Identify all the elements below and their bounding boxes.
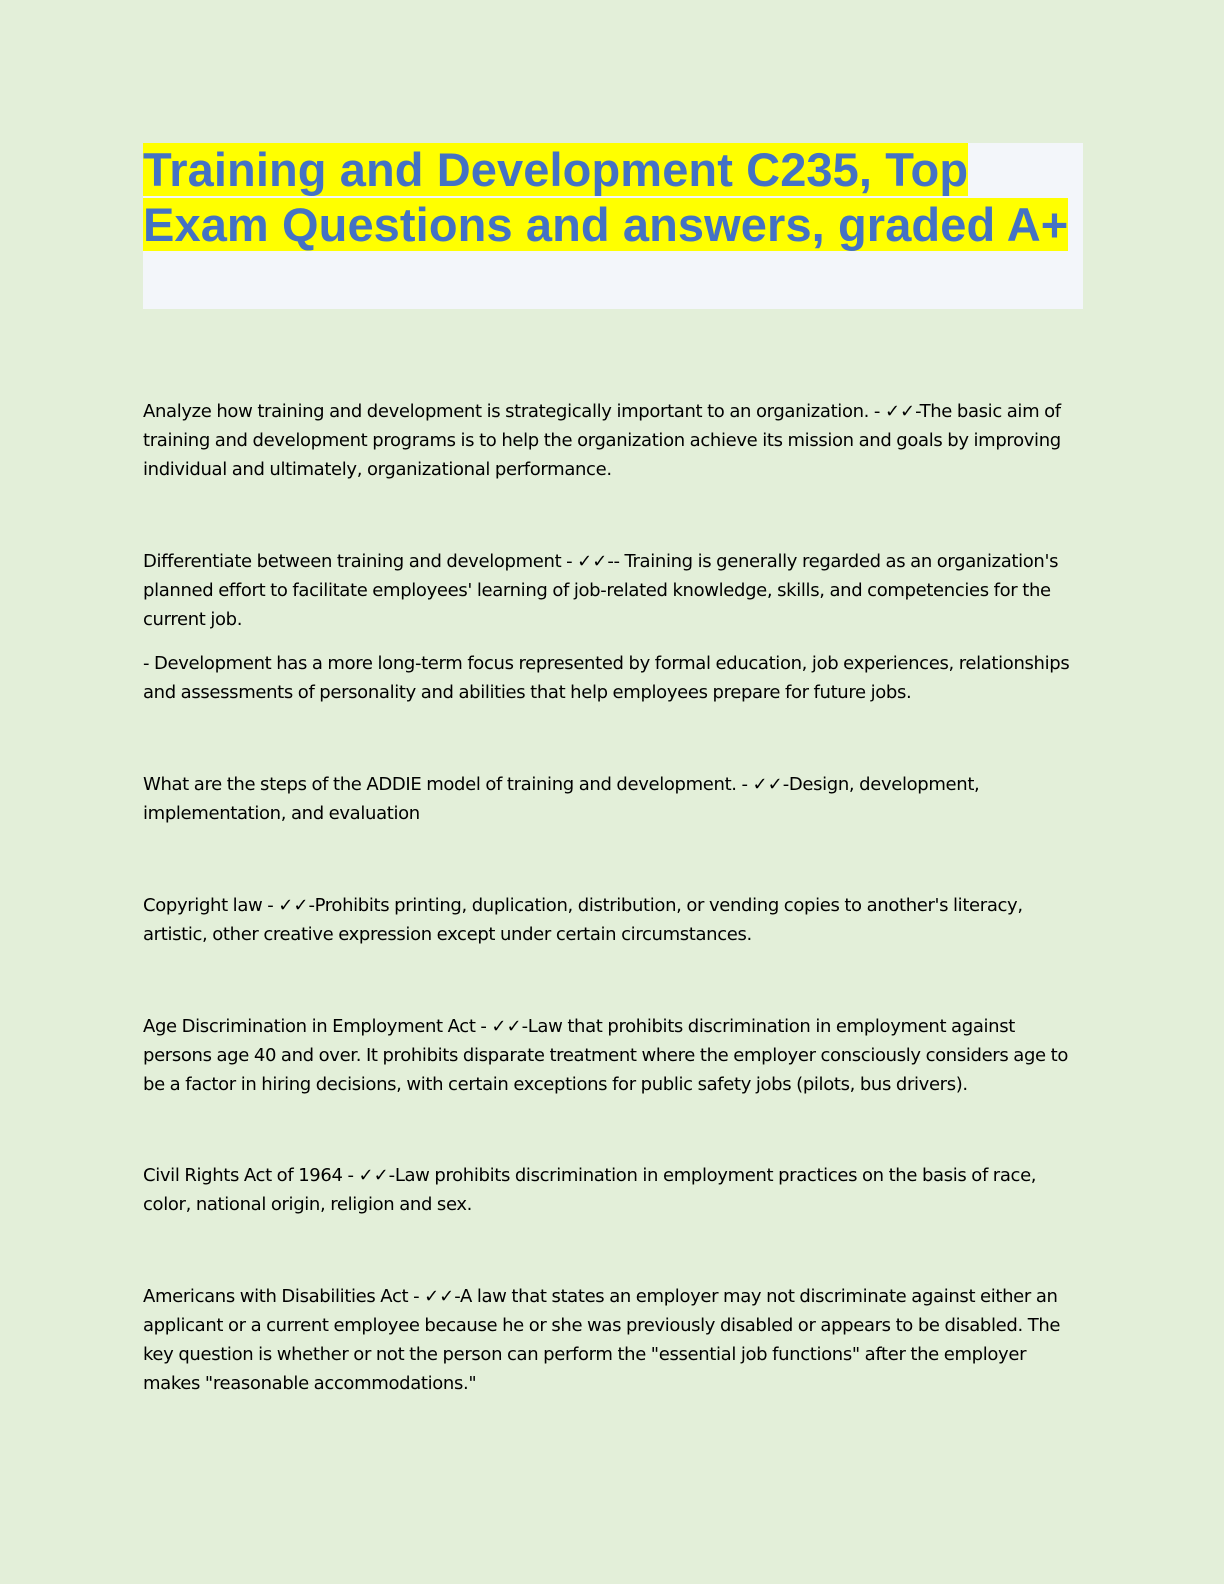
qa-item-copyright-law <box>143 891 1088 949</box>
qa-item-training-vs-development <box>143 547 1088 634</box>
title-box <box>143 143 1083 309</box>
qa-item-disabilities-act <box>143 1282 1088 1398</box>
check-icon: ✓✓ <box>491 1016 522 1037</box>
check-icon: ✓✓ <box>424 1286 455 1307</box>
question-text: Americans with Disabilities Act - <box>143 1286 425 1307</box>
qa-item-development-continuation: - Development has a more long-term focus represented by formal education, job experiences, relationships and assessments of personality and abilities that help employees prepare for future jobs. <box>143 653 1070 703</box>
answer-text: -Law that prohibits discrimination in employment against persons age 40 and over. It prohibits disparate treatment where the employer consciously considers age to be a factor in hiring decisions, with certain exceptions for public safety jobs (pilots, bus drivers). <box>143 1016 1068 1095</box>
question-text: Civil Rights Act of 1964 - <box>143 1165 359 1186</box>
qa-item-age-discrimination-act <box>143 1012 1088 1099</box>
check-icon: ✓✓ <box>278 895 309 916</box>
title-highlight: Training and Development C235, Top Exam Questions and answers, graded A+ <box>143 143 1069 251</box>
question-text: Differentiate between training and development - <box>143 551 578 572</box>
answer-text: -A law that states an employer may not discriminate against either an applicant or a current employee because he or she was previously disabled or appears to be disabled. The key question is whether or not the person can perform the "essential job functions" after the employer makes "reasonable accommodations." <box>143 1286 1061 1394</box>
answer-text: -Design, development, implementation, and evaluation <box>143 774 980 824</box>
question-text: Age Discrimination in Employment Act - <box>143 1016 492 1037</box>
check-icon: ✓✓ <box>752 774 783 795</box>
question-text: What are the steps of the ADDIE model of training and development. - <box>143 774 753 795</box>
document-title <box>143 143 1083 252</box>
question-text: Analyze how training and development is strategically important to an organization. - <box>143 401 885 422</box>
answer-text: -- Training is generally regarded as an organization's planned effort to facilitate employees' learning of job-related knowledge, skills, and competencies for the current job. <box>143 551 1059 630</box>
check-icon: ✓✓ <box>358 1165 389 1186</box>
check-icon: ✓✓ <box>884 401 916 422</box>
answer-text: -Law prohibits discrimination in employment practices on the basis of race, color, national origin, religion and sex. <box>143 1165 1037 1215</box>
question-text: Copyright law - <box>143 895 279 916</box>
answer-text: -The basic aim of training and development programs is to help the organization achieve its mission and goals by improving individual and ultimately, organizational performance. <box>143 401 1061 480</box>
qa-item-civil-rights-act <box>143 1161 1088 1219</box>
check-icon: ✓✓ <box>577 551 608 572</box>
qa-item-addie-model <box>143 770 1088 828</box>
answer-text: -Prohibits printing, duplication, distribution, or vending copies to another's literacy, artistic, other creative expression except under certain circumstances. <box>143 895 1023 945</box>
qa-item-strategic-importance <box>143 397 1088 484</box>
